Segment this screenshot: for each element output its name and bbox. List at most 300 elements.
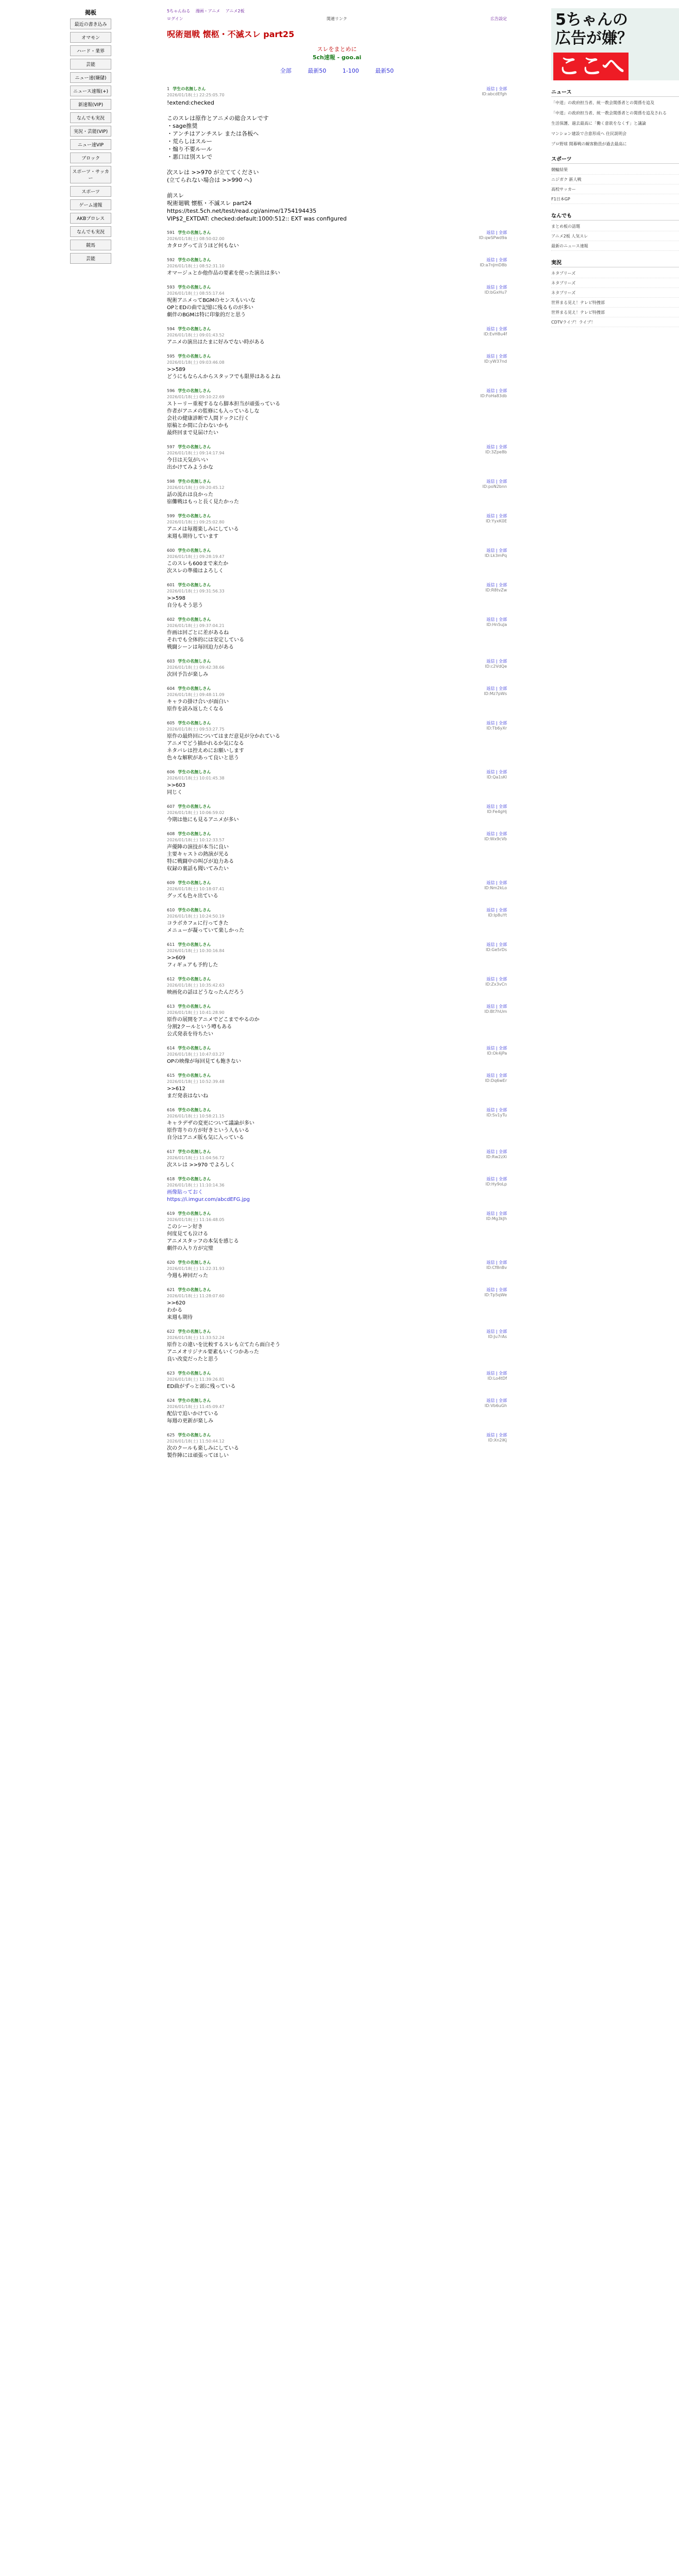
post-menu-link[interactable]: 返信 | 全部	[486, 1004, 507, 1009]
post-number[interactable]: 623	[167, 1371, 175, 1376]
post-number[interactable]: 622	[167, 1329, 175, 1334]
post-actions	[486, 513, 507, 525]
sidebar-item[interactable]: 競馬	[70, 240, 111, 250]
nandemo-item[interactable]: まとめ板の話題	[551, 224, 679, 231]
post	[167, 1260, 507, 1280]
post-id[interactable]: ID:YyxK0E	[486, 519, 507, 523]
post-header	[167, 1045, 507, 1057]
sub-header	[167, 16, 507, 22]
post-actions	[484, 686, 507, 698]
post-meta-line	[167, 1107, 225, 1113]
nandemo-heading: なんでも	[551, 211, 679, 221]
post-number[interactable]: 625	[167, 1433, 175, 1437]
post-header	[167, 1260, 507, 1272]
post-name: 学生の名無しさん	[178, 479, 211, 484]
post-meta-line	[167, 617, 225, 622]
sidebar-title: 掲板	[85, 9, 96, 16]
post-id[interactable]: ID:Vb6uGh	[484, 1403, 507, 1408]
post	[167, 479, 507, 506]
post-menu-link[interactable]: 返信 | 全部	[486, 1433, 507, 1437]
post-number[interactable]: 616	[167, 1108, 175, 1112]
pager-all[interactable]: 全部	[280, 67, 292, 74]
ad-banner[interactable]	[551, 8, 679, 80]
post-id[interactable]: ID:Xn2iKj	[488, 1438, 507, 1443]
post-header	[167, 353, 507, 365]
post-meta	[167, 1107, 225, 1119]
post-name: 学生の名無しさん	[178, 1329, 211, 1334]
sidebar-item[interactable]: なんでも実況	[70, 226, 111, 237]
post-meta	[167, 658, 225, 670]
post-number[interactable]: 611	[167, 942, 175, 947]
post	[167, 880, 507, 900]
post-number[interactable]: 624	[167, 1398, 175, 1403]
post-number[interactable]: 613	[167, 1004, 175, 1009]
sidebar-item[interactable]: スポーツ	[70, 186, 111, 197]
post-number[interactable]: 619	[167, 1211, 175, 1216]
sports-section	[551, 155, 679, 204]
post-name: 学生の名無しさん	[178, 659, 211, 664]
post-number[interactable]: 614	[167, 1046, 175, 1050]
post-meta-line	[167, 1329, 225, 1334]
post	[167, 720, 507, 762]
post-id[interactable]: ID:Rw2zXi	[486, 1155, 507, 1159]
post-meta	[167, 1329, 225, 1341]
post-date: 2026/01/18(土) 11:39:26.81	[167, 1377, 225, 1382]
post-menu-link[interactable]: 返信 | 全部	[486, 327, 507, 331]
post-actions	[486, 1107, 507, 1119]
sidebar-item[interactable]: AKBプロレス	[70, 213, 111, 224]
post-date: 2026/01/18(土) 10:24:50.19	[167, 914, 225, 919]
post-name: 学生の名無しさん	[178, 1433, 211, 1437]
post-header	[167, 720, 507, 732]
post-id[interactable]: ID:Tb6yXr	[486, 726, 507, 731]
post-actions	[485, 582, 507, 594]
post-header	[167, 1073, 507, 1084]
post-date: 2026/01/18(土) 22:25:05.70	[167, 93, 225, 97]
post-number[interactable]: 602	[167, 617, 175, 622]
post-date: 2026/01/18(土) 10:01:45.38	[167, 776, 225, 781]
post	[167, 1149, 507, 1169]
jikkyo-item[interactable]: 世界まる見え！テレビ特捜部	[551, 300, 679, 308]
post-id[interactable]: ID:poN2bnn	[482, 484, 507, 489]
post-meta	[167, 86, 225, 98]
post	[167, 513, 507, 540]
sidebar-item[interactable]: 芸能	[70, 59, 111, 70]
post-id[interactable]: ID:3Zpe8b	[485, 450, 507, 454]
sidebar-item[interactable]: 芸能	[70, 253, 111, 264]
post-meta	[167, 1260, 225, 1272]
post-name: 学生の名無しさん	[178, 804, 211, 809]
pager-range[interactable]: 1-100	[342, 67, 359, 74]
post-name: 学生の名無しさん	[178, 721, 211, 725]
post-name: 学生の名無しさん	[178, 1149, 211, 1154]
post-header	[167, 1004, 507, 1015]
post-menu-link[interactable]: 返信 | 全部	[486, 388, 507, 393]
news-item[interactable]: 「中道」の政府担当者、統一教会関係者との関係を追及される	[551, 111, 667, 115]
pager-latest50b[interactable]: 最新50	[375, 67, 394, 74]
post-body: カタログって言うほど何もない	[167, 243, 239, 249]
post	[167, 582, 507, 609]
sidebar-item[interactable]: ニュース速報(+)	[70, 86, 111, 96]
post-actions	[484, 326, 507, 338]
post-actions	[486, 617, 507, 629]
sidebar-item[interactable]: スポーツ・サッカー	[70, 166, 111, 183]
post-actions	[485, 658, 507, 670]
post	[167, 1004, 507, 1038]
post-menu-link[interactable]: 返信 | 全部	[486, 770, 507, 774]
post-menu-link[interactable]: 返信 | 全部	[486, 1046, 507, 1050]
post-id[interactable]: ID:yW37nd	[484, 359, 507, 364]
pager-latest50[interactable]: 最新50	[308, 67, 327, 74]
news-item[interactable]: プロ野球 開幕戦の観客動員が過去最高に	[551, 142, 627, 146]
post-name: 学生の名無しさん	[178, 832, 211, 836]
post-body: 次スレは >>970 でよろしく	[167, 1162, 235, 1168]
post-menu-link[interactable]: 返信 | 全部	[486, 1287, 507, 1292]
post-body: このシーン好き 何度見ても泣ける アニメスタッフの本気を感じる 劇伴の入り方が完璧	[167, 1224, 239, 1251]
post-header	[167, 1176, 507, 1188]
post-body: 次のクールも楽しみにしている 製作陣には頑張ってほしい	[167, 1446, 239, 1459]
ad-settings-link[interactable]: 広告設定	[490, 16, 507, 21]
post-meta	[167, 880, 225, 892]
post-number[interactable]: 608	[167, 832, 175, 836]
promo-box[interactable]	[167, 45, 507, 61]
post-date: 2026/01/18(土) 08:50:02.00	[167, 236, 225, 241]
promo-line1: スレをまとめに	[317, 46, 357, 53]
post-date: 2026/01/18(土) 08:52:31.10	[167, 264, 225, 268]
post-header	[167, 548, 507, 560]
post-name: 学生の名無しさん	[178, 445, 211, 449]
post-date: 2026/01/18(土) 10:52:39.48	[167, 1079, 225, 1084]
jikkyo-heading: 実況	[551, 258, 679, 267]
breadcrumb-item[interactable]: アニメ2板	[225, 9, 245, 13]
post	[167, 86, 507, 223]
post-header	[167, 86, 507, 98]
post-menu-link[interactable]: 返信 | 全部	[486, 942, 507, 947]
post-meta-line	[167, 1176, 225, 1182]
post-number[interactable]: 591	[167, 230, 175, 235]
post-meta	[167, 720, 225, 732]
post-header	[167, 1107, 507, 1119]
post-actions	[484, 1287, 507, 1299]
post-body: アニメの演出はたまに好みでない時がある	[167, 340, 265, 345]
post-id[interactable]: ID:Lk3mPq	[484, 553, 507, 558]
post-date: 2026/01/18(土) 11:50:44.12	[167, 1439, 225, 1444]
post-menu-link[interactable]: 返信 | 全部	[486, 479, 507, 484]
post-date: 2026/01/18(土) 09:31:56.33	[167, 589, 225, 594]
post-actions	[486, 1149, 507, 1161]
post	[167, 230, 507, 250]
post-header	[167, 1370, 507, 1382]
post-body: キャラデザの変更について議論が多い 原作寄りの方が好きという人もいる 自分はアニメ版も気に入っている	[167, 1121, 254, 1141]
post-actions	[486, 907, 507, 919]
sports-item[interactable]: F1日本GP	[551, 196, 679, 204]
post-meta-line	[167, 686, 225, 691]
post-id[interactable]: ID:Tp5qWe	[484, 1293, 507, 1297]
post-id[interactable]: ID:bGxHu7	[484, 290, 507, 295]
post-actions	[486, 720, 507, 732]
jikkyo-item[interactable]: ネタプリーズ	[551, 270, 679, 278]
post-header	[167, 1398, 507, 1410]
news-item[interactable]: 「中道」の政府担当者、統一教会関係者との関係を追及	[551, 100, 654, 105]
post-header	[167, 479, 507, 490]
post-id[interactable]: ID:Qa1sKl	[486, 775, 507, 779]
post-id[interactable]: ID:Hy9oLp	[485, 1182, 507, 1187]
post-actions	[486, 1432, 507, 1444]
post	[167, 686, 507, 713]
jikkyo-item[interactable]: ネタプリーズ	[551, 280, 679, 288]
post-number[interactable]: 620	[167, 1260, 175, 1265]
post-actions	[484, 353, 507, 365]
post-number[interactable]: 607	[167, 804, 175, 809]
post-body: OPの映像が毎回見ても飽きない	[167, 1059, 241, 1064]
sidebar-item[interactable]: 新速報(VIP)	[70, 99, 111, 110]
post-menu-link[interactable]: 返信 | 全部	[486, 514, 507, 518]
post-menu-link[interactable]: 返信 | 全部	[486, 686, 507, 691]
jikkyo-item[interactable]: 世界まる見え！テレビ特捜部	[551, 310, 679, 317]
post-menu-link[interactable]: 返信 | 全部	[486, 1329, 507, 1334]
post-id[interactable]: ID:Sv1yTu	[486, 1113, 507, 1117]
post-meta	[167, 686, 225, 698]
post-number[interactable]: 597	[167, 445, 175, 449]
post-number[interactable]: 1	[167, 87, 170, 91]
post-number[interactable]: 618	[167, 1177, 175, 1181]
post-actions	[486, 1045, 507, 1057]
post-menu-link[interactable]: 返信 | 全部	[486, 880, 507, 885]
post-id[interactable]: ID:Hn5uJa	[486, 622, 507, 627]
post-body: >>612 まだ発表はないね	[167, 1086, 208, 1099]
sidebar-item[interactable]: ニュー速VIP	[70, 139, 111, 150]
post-menu-link[interactable]: 返信 | 全部	[486, 1073, 507, 1078]
post	[167, 353, 507, 381]
post-body: >>609 フィギュアも予約した	[167, 955, 218, 968]
post-name: 学生の名無しさん	[178, 258, 211, 262]
post-id[interactable]: ID:Ju7rAs	[488, 1334, 507, 1339]
post-number[interactable]: 612	[167, 977, 175, 981]
post-actions	[484, 831, 507, 843]
post-number[interactable]: 600	[167, 548, 175, 553]
post-id[interactable]: ID:Dq6wEr	[485, 1078, 507, 1083]
post-meta	[167, 942, 225, 954]
post-id[interactable]: ID:Mg3kJh	[486, 1216, 507, 1221]
post	[167, 1432, 507, 1460]
post-id[interactable]: ID:Ip8uYt	[488, 913, 507, 918]
post-header	[167, 769, 507, 781]
sidebar-item[interactable]: 最近の書き込み	[70, 19, 111, 29]
post-number[interactable]: 617	[167, 1149, 175, 1154]
post	[167, 1287, 507, 1321]
post-number[interactable]: 621	[167, 1287, 175, 1292]
post-name: 学生の名無しさん	[178, 1260, 211, 1265]
nandemo-list	[551, 224, 679, 251]
post	[167, 617, 507, 651]
post-menu-link[interactable]: 返信 | 全部	[486, 832, 507, 836]
post-number[interactable]: 598	[167, 479, 175, 484]
post-name: 学生の名無しさん	[178, 617, 211, 622]
post-id[interactable]: ID:EvH8u4f	[483, 332, 507, 336]
post-header	[167, 658, 507, 670]
post-meta-line	[167, 1287, 225, 1293]
sidebar-item[interactable]: ハード・業界	[70, 45, 111, 56]
post-menu-link[interactable]: 返信 | 全部	[486, 354, 507, 359]
post-number[interactable]: 603	[167, 659, 175, 664]
news-list	[551, 100, 679, 147]
post	[167, 942, 507, 969]
sidebar-item[interactable]: なんでも実況	[70, 112, 111, 123]
post-menu-link[interactable]: 返信 | 全部	[486, 1177, 507, 1181]
post-body: 呪術アニメってBGMのセンスもいいな OPとEDの曲で記憶に残るものが多い 劇伴のBGMは特に印象的だと思う	[167, 298, 256, 318]
post-id[interactable]: ID:Ok4jPa	[487, 1051, 507, 1056]
post-name: 学生の名無しさん	[178, 880, 211, 885]
post-id[interactable]: ID:a7nJmD8b	[480, 263, 507, 267]
post-id[interactable]: ID:Cf8nBv	[486, 1265, 507, 1270]
post-number[interactable]: 601	[167, 583, 175, 587]
post-number[interactable]: 596	[167, 388, 175, 393]
post-id[interactable]: ID:Ge5rDs	[485, 947, 507, 952]
nandemo-item[interactable]: アニメ2板 人気スレ	[551, 233, 679, 241]
sports-item[interactable]: 高校サッカー	[551, 187, 679, 194]
sidebar-item[interactable]: ゲーム速報	[70, 199, 111, 210]
sports-item[interactable]: ニジガク 新人戦	[551, 177, 679, 184]
post-body: キャラの掛け合いが面白い 原作を読み返したくなる	[167, 699, 229, 712]
post-number[interactable]: 609	[167, 880, 175, 885]
post-meta-line	[167, 1073, 225, 1078]
post-menu-link[interactable]: 返信 | 全部	[486, 258, 507, 262]
login-link[interactable]: ログイン	[167, 16, 183, 21]
nandemo-item[interactable]: 最新のニュース速報	[551, 243, 679, 251]
related-links[interactable]: 関連リンク	[326, 16, 347, 21]
post-body: >>603 同じく	[167, 783, 185, 795]
post-id[interactable]: ID:Mz7pWs	[484, 691, 507, 696]
post	[167, 769, 507, 796]
sidebar-item[interactable]: ニュー速(嫌儲)	[70, 72, 111, 83]
post-body: 今日は天気がいい 出かけてみようかな	[167, 457, 213, 470]
post-id[interactable]: ID:Lo4tDf	[487, 1376, 507, 1381]
post-id[interactable]: ID:R8tvZw	[485, 588, 507, 592]
post-id[interactable]: ID:qwSPwd9a	[479, 235, 507, 240]
post-id[interactable]: ID:Wx9cVb	[484, 837, 507, 841]
pager	[167, 66, 507, 75]
post-id[interactable]: ID:c2VdQe	[485, 664, 507, 669]
post	[167, 976, 507, 996]
post-menu-link[interactable]: 返信 | 全部	[486, 804, 507, 809]
post-header	[167, 907, 507, 919]
post-body: 配信で追いかけている 毎週の更新が楽しみ	[167, 1411, 218, 1424]
post-menu-link[interactable]: 返信 | 全部	[486, 583, 507, 587]
news-item[interactable]: マンション建設で合意形成へ 住民説明会	[551, 131, 627, 136]
post-number[interactable]: 615	[167, 1073, 175, 1078]
breadcrumb-item[interactable]: 5ちゃんねる	[167, 9, 191, 13]
post-body: >>598 自分もそう思う	[167, 596, 203, 608]
post-meta	[167, 831, 225, 843]
breadcrumb-item[interactable]: 漫画・アニメ	[195, 9, 220, 13]
post-meta-line	[167, 326, 225, 332]
sidebar-item[interactable]: ブロック	[70, 152, 111, 163]
post-body: オマージュとか他作品の要素を使った演出は多い	[167, 270, 280, 276]
post-id[interactable]: ID:FoHa83db	[480, 394, 507, 398]
post-menu-link[interactable]: 返信 | 全部	[486, 659, 507, 664]
post-menu-link[interactable]: 返信 | 全部	[486, 721, 507, 725]
post-id[interactable]: ID:Fe4gHj	[487, 809, 507, 814]
post-menu-link[interactable]: 返信 | 全部	[486, 908, 507, 912]
post-number[interactable]: 605	[167, 721, 175, 725]
post-date: 2026/01/18(土) 09:25:02.80	[167, 520, 225, 524]
post-name: 学生の名無しさん	[178, 908, 211, 912]
post-number[interactable]: 593	[167, 285, 175, 290]
jikkyo-section	[551, 258, 679, 327]
post-name: 学生の名無しさん	[173, 87, 206, 91]
left-sidebar	[70, 8, 111, 266]
post	[167, 444, 507, 471]
post-name: 学生の名無しさん	[178, 388, 211, 393]
post-id[interactable]: ID:Zx3vCn	[485, 982, 507, 987]
post-id[interactable]: ID:Bt7hUm	[484, 1009, 507, 1014]
post-name: 学生の名無しさん	[178, 770, 211, 774]
post-menu-link[interactable]: 返信 | 全部	[486, 977, 507, 981]
sidebar-item[interactable]: 実況・芸能(VIP)	[70, 126, 111, 137]
post-number[interactable]: 604	[167, 686, 175, 691]
post-menu-link[interactable]: 返信 | 全部	[486, 1211, 507, 1216]
post-name: 学生の名無しさん	[178, 1108, 211, 1112]
post	[167, 1107, 507, 1142]
post-actions	[486, 804, 507, 816]
post-header	[167, 804, 507, 816]
post-actions	[486, 1260, 507, 1272]
post-number[interactable]: 606	[167, 770, 175, 774]
post-menu-link[interactable]: 返信 | 全部	[486, 1260, 507, 1265]
post-date: 2026/01/18(土) 09:53:27.75	[167, 727, 225, 732]
sports-item[interactable]: 競輪結果	[551, 167, 679, 175]
post	[167, 658, 507, 679]
post-number[interactable]: 599	[167, 514, 175, 518]
post-meta	[167, 548, 225, 560]
post-header	[167, 513, 507, 525]
post-number[interactable]: 592	[167, 258, 175, 262]
post-menu-link[interactable]: 返信 | 全部	[486, 1371, 507, 1376]
post-id[interactable]: ID:abcdEfgh	[482, 92, 507, 96]
post-menu-link[interactable]: 返信 | 全部	[486, 230, 507, 235]
post-number[interactable]: 595	[167, 354, 175, 359]
post-date: 2026/01/18(土) 11:45:09.47	[167, 1404, 225, 1409]
post-actions	[483, 479, 507, 490]
post-menu-link[interactable]: 返信 | 全部	[486, 1108, 507, 1112]
post-body: 今期は他にも見るアニメが多い	[167, 817, 239, 823]
post-menu-link[interactable]: 返信 | 全部	[486, 1398, 507, 1403]
news-item[interactable]: 生活保護、過去最高に「働く意欲をなくす」と議論	[551, 121, 646, 126]
jikkyo-item[interactable]: ネタプリーズ	[551, 290, 679, 298]
post-actions	[482, 86, 507, 98]
post-number[interactable]: 594	[167, 327, 175, 331]
post-number[interactable]: 610	[167, 908, 175, 912]
post-date: 2026/01/18(土) 10:18:07.41	[167, 887, 225, 891]
sidebar-item[interactable]: オマモン	[70, 32, 111, 43]
post-date: 2026/01/18(土) 09:14:17.94	[167, 451, 225, 455]
jikkyo-item[interactable]: CDTVライブ！ライブ！	[551, 319, 679, 327]
post-menu-link[interactable]: 返信 | 全部	[486, 285, 507, 290]
post-meta-line	[167, 1432, 225, 1438]
post-meta-line	[167, 284, 225, 290]
post-id[interactable]: ID:Nm2kLo	[484, 886, 507, 890]
post-menu-link[interactable]: 返信 | 全部	[486, 548, 507, 553]
post-meta	[167, 326, 225, 338]
post-menu-link[interactable]: 返信 | 全部	[486, 445, 507, 449]
post-menu-link[interactable]: 返信 | 全部	[486, 1149, 507, 1154]
post-menu-link[interactable]: 返信 | 全部	[486, 617, 507, 622]
post-menu-link[interactable]: 返信 | 全部	[486, 87, 507, 91]
post-date: 2026/01/18(土) 10:30:16.84	[167, 948, 225, 953]
nandemo-section	[551, 211, 679, 251]
post-actions	[485, 284, 507, 296]
post-date: 2026/01/18(土) 10:12:33.57	[167, 838, 225, 842]
